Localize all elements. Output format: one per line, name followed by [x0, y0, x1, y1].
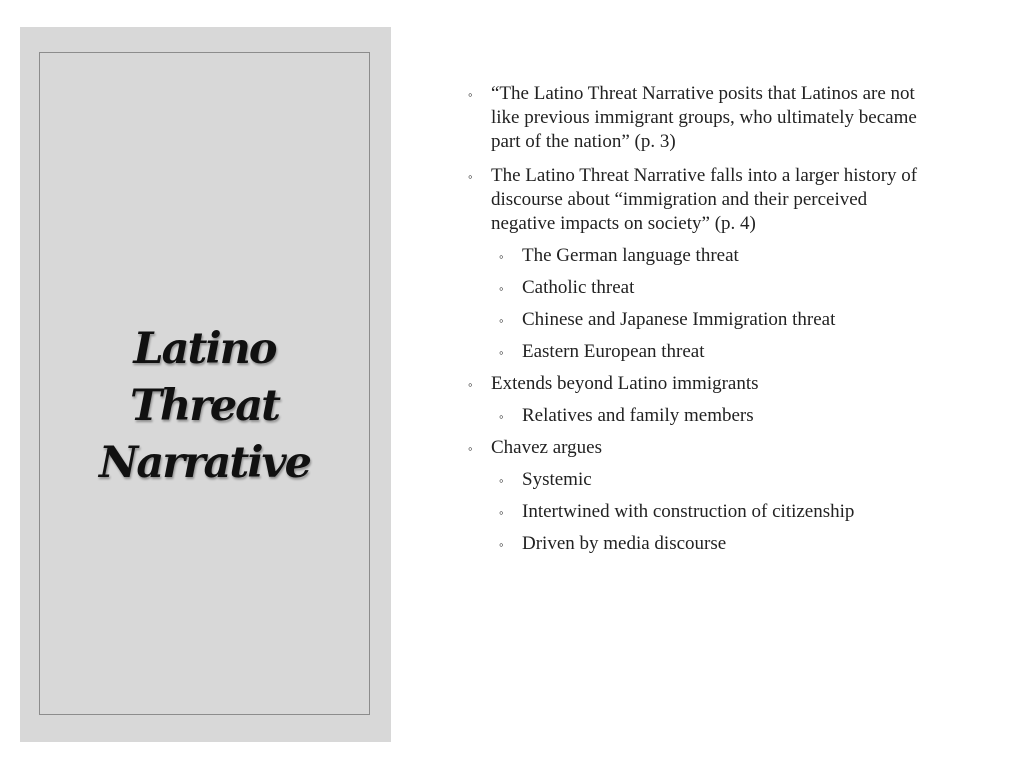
bullet-icon: ◦ — [468, 441, 473, 456]
bullet-text: Extends beyond Latino immigrants — [491, 373, 759, 394]
sub-bullet-list — [491, 244, 921, 364]
bullet-icon: ◦ — [499, 281, 504, 296]
sub-bullet-item — [491, 532, 921, 556]
title-line-3: Narrative — [99, 438, 310, 488]
sub-bullet-text: Intertwined with construction of citizenship — [522, 501, 855, 522]
bullet-item-1 — [466, 82, 921, 154]
bullet-text: Chavez argues — [491, 437, 602, 458]
bullet-icon: ◦ — [499, 313, 504, 328]
bullet-list — [466, 82, 921, 556]
sub-bullet-text: Catholic threat — [522, 277, 635, 298]
sub-bullet-text: Systemic — [522, 469, 592, 490]
sub-bullet-item — [491, 404, 921, 428]
title-frame — [39, 52, 370, 715]
title-panel — [20, 27, 391, 742]
bullet-text: “The Latino Threat Narrative posits that Latinos are not like previous immigrant groups, who ultimately became part of the nation” (p. 3) — [491, 83, 917, 152]
bullet-icon: ◦ — [468, 169, 473, 184]
sub-bullet-item — [491, 340, 921, 364]
bullet-item-4 — [466, 436, 921, 556]
bullet-icon: ◦ — [499, 473, 504, 488]
bullet-item-3 — [466, 372, 921, 428]
sub-bullet-text: Driven by media discourse — [522, 533, 727, 554]
sub-bullet-item — [491, 500, 921, 524]
sub-bullet-text: The German language threat — [522, 245, 739, 266]
bullet-item-2 — [466, 164, 921, 364]
title-line-1: Latino — [133, 324, 276, 374]
bullet-icon: ◦ — [468, 377, 473, 392]
sub-bullet-item — [491, 308, 921, 332]
sub-bullet-list — [491, 404, 921, 428]
sub-bullet-list — [491, 468, 921, 556]
bullet-icon: ◦ — [499, 409, 504, 424]
bullet-content — [466, 82, 921, 564]
slide-title — [40, 321, 369, 492]
bullet-icon: ◦ — [499, 249, 504, 264]
bullet-icon: ◦ — [499, 345, 504, 360]
sub-bullet-text: Relatives and family members — [522, 405, 754, 426]
bullet-icon: ◦ — [468, 87, 473, 102]
bullet-icon: ◦ — [499, 505, 504, 520]
title-line-2: Threat — [130, 381, 279, 431]
sub-bullet-text: Eastern European threat — [522, 341, 705, 362]
sub-bullet-text: Chinese and Japanese Immigration threat — [522, 309, 836, 330]
sub-bullet-item — [491, 468, 921, 492]
bullet-text: The Latino Threat Narrative falls into a larger history of discourse about “immigration and their perceived negative impacts on society” (p. 4) — [491, 165, 918, 234]
sub-bullet-item — [491, 244, 921, 268]
sub-bullet-item — [491, 276, 921, 300]
bullet-icon: ◦ — [499, 537, 504, 552]
